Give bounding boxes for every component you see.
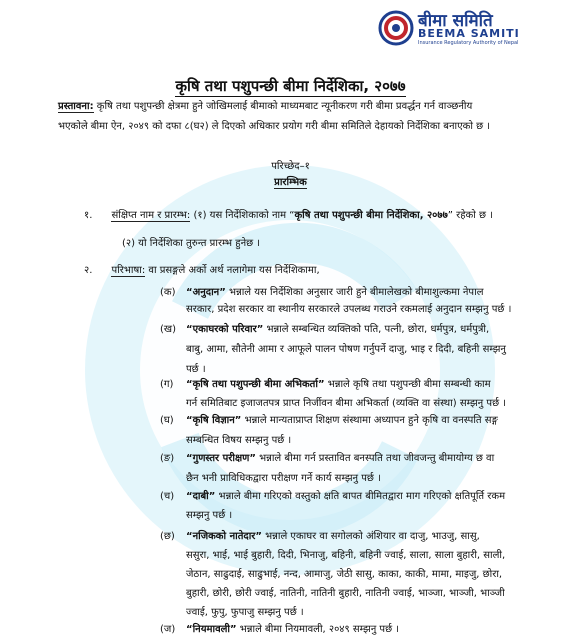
definition-mark: (च) bbox=[160, 491, 175, 502]
definition-term: “अनुदान” bbox=[186, 287, 226, 298]
section-2-label: परिभाषा: bbox=[111, 265, 146, 276]
definition-term: “नियमावली” bbox=[186, 624, 237, 635]
definition-line: छैन भनी प्राविधिकद्वारा परीक्षण गर्ने कार्य सम्झनु पर्छ । bbox=[186, 473, 381, 484]
logo-tagline: Insurance Regulatory Authority of Nepal bbox=[418, 40, 519, 46]
definition-line: “नजिकको नातेदार” भन्नाले एकाघर वा सगोलको अंशियार वा दाजु, भाउजु, सासु, bbox=[186, 531, 480, 542]
definition-term: “कृषि विज्ञान” bbox=[186, 415, 242, 426]
definition-term: “नजिकको नातेदार” bbox=[186, 531, 262, 542]
preamble-label: प्रस्तावना: bbox=[58, 101, 94, 112]
definition-line: जेठान, साढुदाई, साढुभाई, नन्द, आमाजु, जेठी सासु, काका, काकी, मामा, माइजु, छोरा, bbox=[186, 569, 503, 580]
section-1-sub-2: (२) यो निर्देशिका तुरुन्त प्रारम्भ हुनेछ । bbox=[122, 238, 261, 249]
definition-mark: (छ) bbox=[160, 531, 175, 542]
definition-line: गर्न समितिबाट इजाजतपत्र प्राप्त निर्जीवन बीमा अभिकर्ता (व्यक्ति वा संस्था) सम्झनु पर्छ । bbox=[186, 398, 507, 409]
logo-english: BEEMA SAMITI bbox=[418, 27, 520, 40]
definition-line: सम्बन्धित विषय सम्झनु पर्छ । bbox=[186, 435, 292, 446]
definition-line: सरकार, प्रदेश सरकार वा स्थानीय सरकारले उपलब्ध गराउने रकमलाई अनुदान सम्झनु पर्छ । bbox=[186, 304, 512, 315]
definition-line: बाबु, आमा, सौतेनी आमा र आफूले पालन पोषण गर्नुपर्ने दाजु, भाइ र दिदी, बहिनी सम्झनु bbox=[186, 344, 506, 355]
definition-line: “नियमावली” भन्नाले बीमा नियमावली, २०४९ सम्झनु पर्छ । bbox=[186, 624, 400, 635]
definition-line: ज्वाई, फुपु, फुपाजु सम्झनु पर्छ । bbox=[186, 607, 304, 618]
definition-line: “गुणस्तर परीक्षण” भन्नाले बीमा गर्न प्रस्तावित बनस्पति तथा जीवजन्तु बीमायोग्य छ वा bbox=[186, 453, 495, 464]
chapter-number: परिच्छेद–१ bbox=[271, 161, 310, 172]
definition-term: “एकाघरको परिवार” bbox=[186, 324, 264, 335]
definition-mark: (ज) bbox=[160, 624, 176, 635]
preamble-line-2: भएकोले बीमा ऐन, २०४९ को दफा ८(घ२) ले दिएको अधिकार प्रयोग गरी बीमा समितिले देहायको निर्देशिका बनाएको छ । bbox=[58, 121, 491, 132]
logo-name: बीमा समिति bbox=[418, 11, 493, 31]
definition-line: “कृषि तथा पशुपन्छी बीमा अभिकर्ता” भन्नाले कृषि तथा पशुपन्छी बीमा सम्बन्धी काम bbox=[186, 379, 491, 390]
definition-line: पर्छ । bbox=[186, 364, 206, 375]
section-1: १. संक्षिप्त नाम र प्रारम्भ: (१) यस निर्देशिकाको नाम “कृषि तथा पशुपन्छी बीमा निर्देशिका, २०७७” रहेको छ । bbox=[84, 210, 493, 221]
definition-line: “एकाघरको परिवार” भन्नाले सम्बन्धित व्यक्तिको पति, पत्नी, छोरा, धर्मपुत्र, धर्मपुत्री, bbox=[186, 324, 490, 335]
definition-line: बुहारी, छोरी, छोरी ज्वाई, नातिनी, नातिनी बुहारी, नातिनी ज्वाई, भाञ्जा, भाञ्जी, भाञ्जी bbox=[186, 588, 505, 599]
definition-mark: (ङ) bbox=[160, 453, 175, 464]
definition-line: “अनुदान” भन्नाले यस निर्देशिका अनुसार जारी हुने बीमालेखको बीमाशुल्कमा नेपाल bbox=[186, 287, 484, 298]
definition-line: ससुरा, भाई, भाई बुहारी, दिदी, भिनाजु, बहिनी, बहिनी ज्वाई, साला, साला बुहारी, साली, bbox=[186, 550, 506, 561]
section-2: २. परिभाषा: वा प्रसङ्गले अर्को अर्थ नलागेमा यस निर्देशिकामा, bbox=[84, 265, 320, 276]
definition-line: सम्झनु पर्छ । bbox=[186, 510, 233, 521]
preamble-line-1: प्रस्तावना: कृषि तथा पशुपन्छी क्षेत्रमा हुने जोखिमलाई बीमाको माध्यमबाट न्यूनीकरण गरी बीमा प्रवर्द्धन गर्न वाञ्छनीय bbox=[58, 101, 473, 112]
beema-samiti-emblem-icon bbox=[378, 10, 414, 46]
definition-line: “दाबी” भन्नाले बीमा गरिएको वस्तुको क्षति बापत बीमितद्वारा माग गरिएको क्षतिपूर्ति रकम bbox=[186, 491, 506, 502]
section-1-label: संक्षिप्त नाम र प्रारम्भ: bbox=[111, 210, 191, 221]
definition-line: “कृषि विज्ञान” भन्नाले मान्यताप्राप्त शिक्षण संस्थामा अध्यापन हुने कृषि वा वनस्पति सङ्ग bbox=[186, 415, 498, 426]
definition-term: “दाबी” bbox=[186, 491, 216, 502]
definition-mark: (क) bbox=[160, 287, 176, 298]
definition-term: “कृषि तथा पशुपन्छी बीमा अभिकर्ता” bbox=[186, 379, 325, 390]
definition-term: “गुणस्तर परीक्षण” bbox=[186, 453, 256, 464]
definition-mark: (घ) bbox=[160, 415, 174, 426]
definition-mark: (ख) bbox=[160, 324, 176, 335]
chapter-name: प्रारम्भिक bbox=[274, 177, 307, 188]
document-title: कृषि तथा पशुपन्छी बीमा निर्देशिका, २०७७ bbox=[175, 77, 406, 95]
definition-mark: (ग) bbox=[160, 379, 174, 390]
beema-samiti-logo bbox=[378, 6, 574, 58]
